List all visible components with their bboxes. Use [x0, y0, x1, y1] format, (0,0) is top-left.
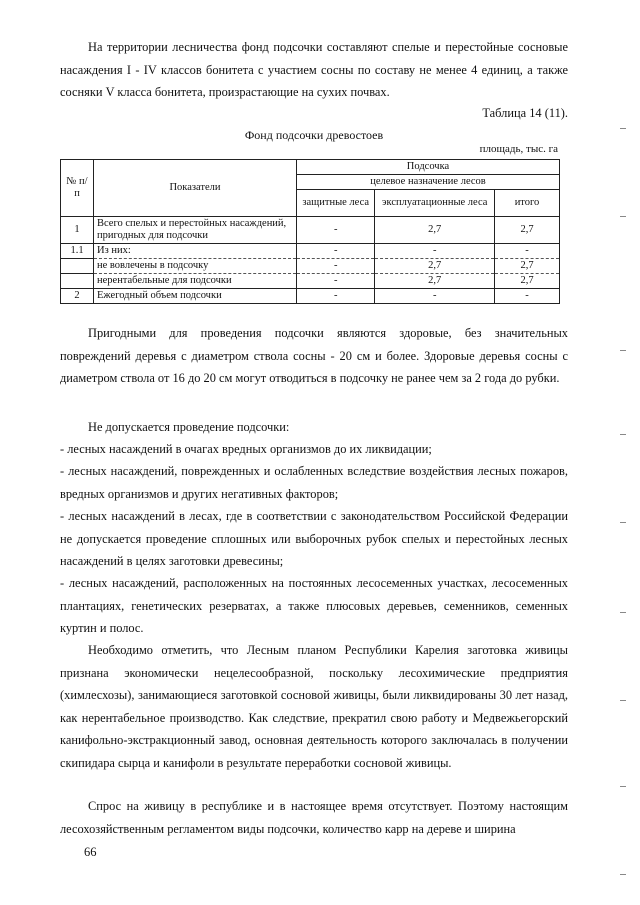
- karelia-paragraph: Необходимо отметить, что Лесным планом Республики Карелия заготовка живицы признана экономически нецелесообразной, поскольку лесохимические предприятия (химлесхозы), занимающиеся заготовкой сосновой живицы, были ликвидированы 30 лет назад, как нерентабельное производство. Как следствие, прекратил свою работу и Медвежьегорский канифольно-экстракционный завод, основная деятельность которого заключалась в получении скипидара сырца и канифоли в результате переработки сосновой живицы.: [60, 643, 568, 770]
- row-num: 1: [61, 217, 94, 244]
- page-number: 66: [84, 845, 97, 859]
- table-row: [61, 217, 560, 244]
- row-protective: -: [297, 289, 375, 304]
- row-exploitation: 2,7: [375, 259, 495, 274]
- row-num: 1.1: [61, 244, 94, 259]
- row-num: 2: [61, 289, 94, 304]
- row-name: Ежегодный объем подсочки: [94, 289, 297, 304]
- row-num: [61, 274, 94, 289]
- table-row: [61, 274, 560, 289]
- header-protective: защитные леса: [297, 190, 375, 217]
- scan-edge-mark: [620, 522, 626, 523]
- header-num: № п/п: [61, 160, 94, 217]
- not-allowed-heading: Не допускается проведение подсочки:: [88, 420, 290, 434]
- scan-edge-mark: [620, 128, 626, 129]
- row-exploitation: -: [375, 244, 495, 259]
- row-protective: -: [297, 244, 375, 259]
- row-protective: -: [297, 274, 375, 289]
- row-total: 2,7: [495, 274, 560, 289]
- scan-edge-mark: [620, 874, 626, 875]
- scan-edge-mark: [620, 216, 626, 217]
- row-name: Всего спелых и перестойных насаждений, пригодных для подсочки: [94, 217, 297, 244]
- row-exploitation: -: [375, 289, 495, 304]
- header-indicators: Показатели: [94, 160, 297, 217]
- table-units: площадь, тыс. га: [479, 143, 558, 155]
- row-total: -: [495, 289, 560, 304]
- row-total: -: [495, 244, 560, 259]
- bullet-item: - лесных насаждений в очагах вредных организмов до их ликвидации;: [60, 442, 432, 456]
- header-exploitation: эксплуатационные леса: [375, 190, 495, 217]
- scan-edge-mark: [620, 612, 626, 613]
- demand-paragraph: Спрос на живицу в республике и в настоящее время отсутствует. Поэтому настоящим лесохозяйственным регламентом виды подсочки, количество карр на дереве и ширина: [60, 799, 568, 836]
- row-name: Из них:: [94, 244, 297, 259]
- row-name: не вовлечены в подсочку: [94, 259, 297, 274]
- scan-edge-mark: [620, 434, 626, 435]
- table-label: Таблица 14 (11).: [482, 106, 568, 120]
- bullet-item: - лесных насаждений, поврежденных и ослабленных вследствие воздействия лесных пожаров, вредных организмов и других негативных факторов;: [60, 464, 568, 501]
- table-row: [61, 244, 560, 259]
- bullet-item: - лесных насаждений, расположенных на постоянных лесосеменных участках, лесосеменных плантациях, генетических резерватах, а также плюсовых деревьев, семенников, семенных куртин и полос.: [60, 576, 568, 635]
- row-protective: -: [297, 217, 375, 244]
- suitable-trees-paragraph: Пригодными для проведения подсочки являются здоровые, без значительных повреждений деревья с диаметром ствола сосны - 20 см и более. Здоровые деревья сосны с диаметром ствола от 16 до 20 см могут отводиться в подсочку не ранее чем за 2 года до рубки.: [60, 326, 568, 385]
- row-exploitation: 2,7: [375, 274, 495, 289]
- row-num: [61, 259, 94, 274]
- tapping-fund-table: [60, 159, 560, 304]
- header-purpose: целевое назначение лесов: [297, 175, 560, 190]
- row-exploitation: 2,7: [375, 217, 495, 244]
- table-row: [61, 289, 560, 304]
- row-total: 2,7: [495, 259, 560, 274]
- table-title: Фонд подсочки древостоев: [244, 128, 384, 142]
- row-total: 2,7: [495, 217, 560, 244]
- scan-edge-mark: [620, 700, 626, 701]
- scan-edge-mark: [620, 350, 626, 351]
- table-row: [61, 259, 560, 274]
- header-total: итого: [495, 190, 560, 217]
- row-protective: -: [297, 259, 375, 274]
- row-name: нерентабельные для подсочки: [94, 274, 297, 289]
- header-tapping: Подсочка: [297, 160, 560, 175]
- bullet-item: - лесных насаждений в лесах, где в соответствии с законодательством Российской Федерации не допускается проведение сплошных или выборочных рубок спелых и перестойных лесных насаждений в целях заготовки древесины;: [60, 509, 568, 568]
- intro-paragraph: На территории лесничества фонд подсочки составляют спелые и перестойные сосновые насаждения I - IV классов бонитета с участием сосны по составу не менее 4 единиц, а также сосняки V класса бонитета, произрастающие на сухих почвах.: [60, 40, 568, 99]
- scan-edge-mark: [620, 786, 626, 787]
